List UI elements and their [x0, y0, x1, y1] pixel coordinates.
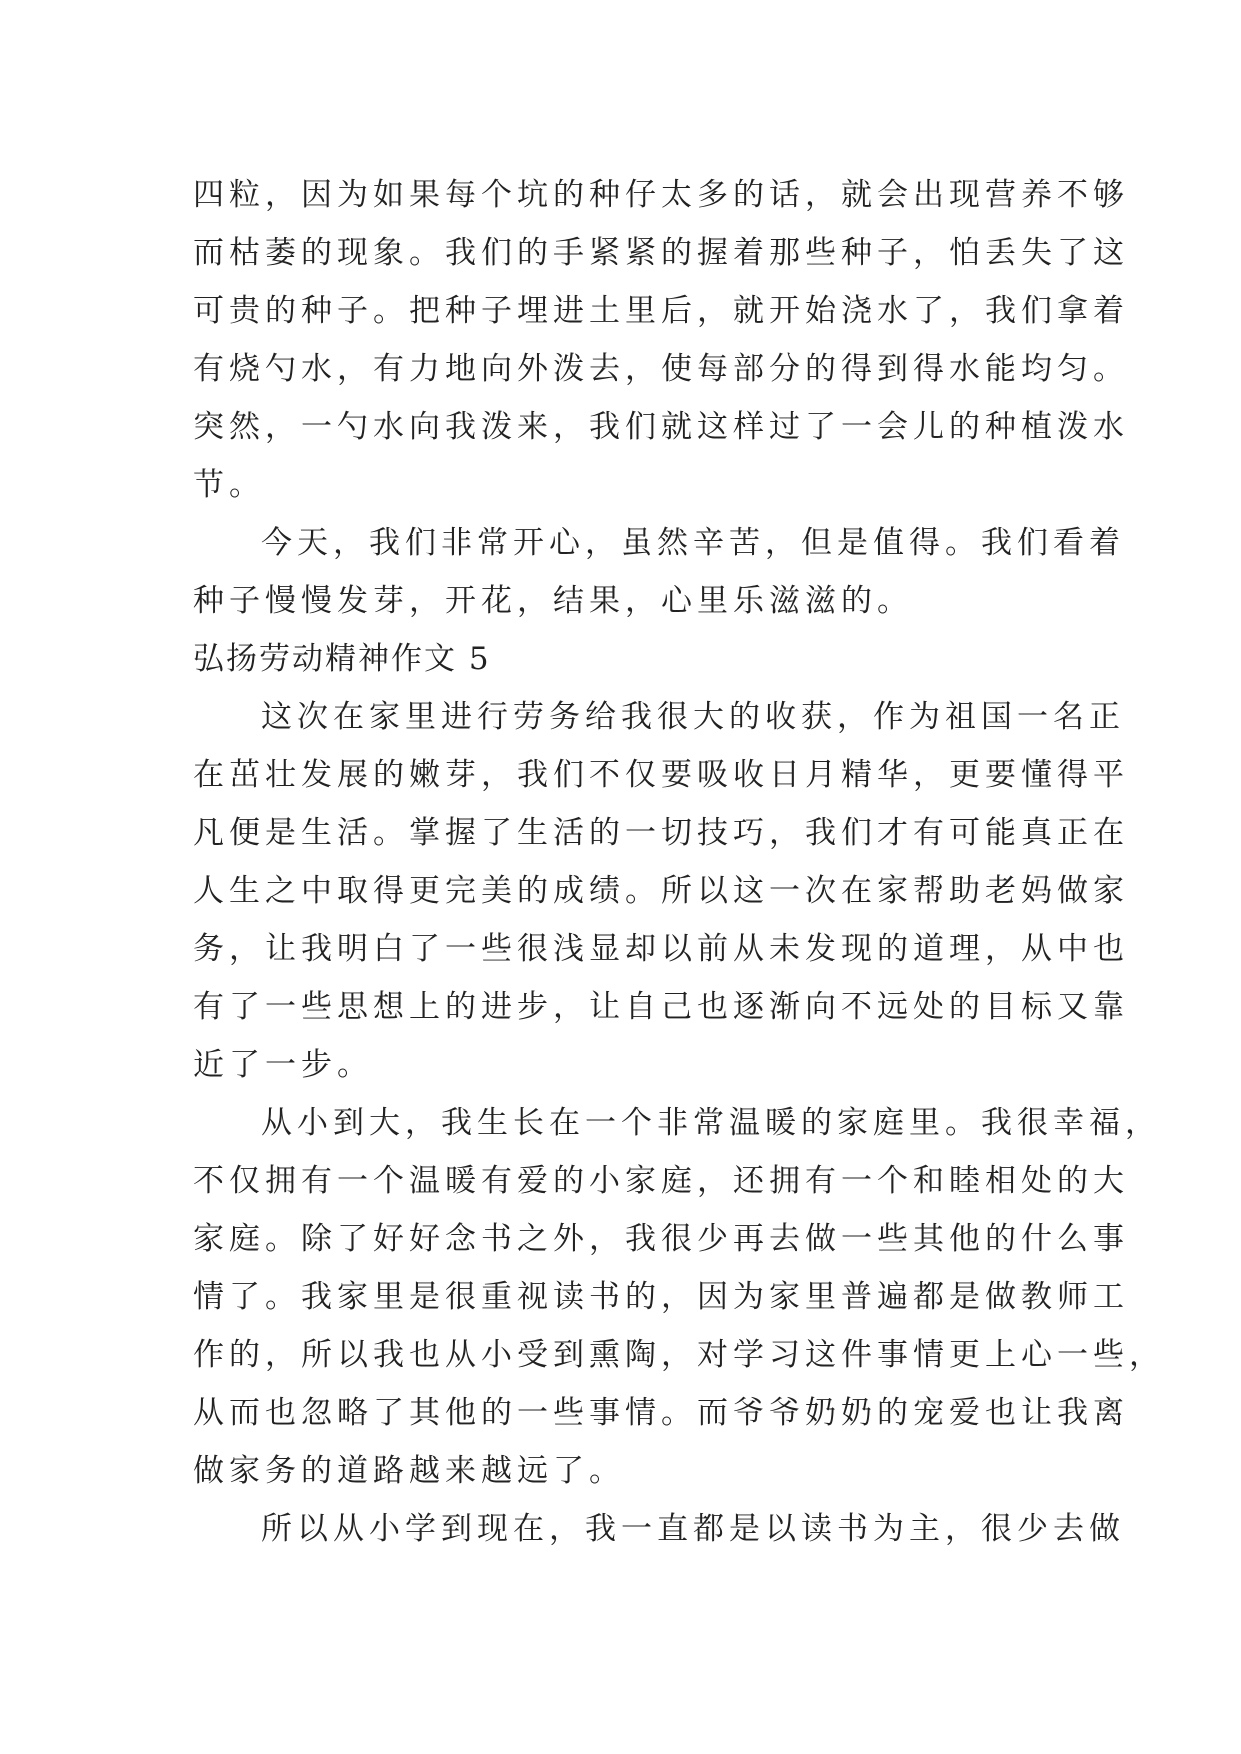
text-line: 而枯萎的现象。我们的手紧紧的握着那些种子，怕丢失了这 — [193, 235, 1129, 271]
text-line: 凡便是生活。掌握了生活的一切技巧，我们才有可能真正在 — [193, 815, 1129, 851]
document-page — [193, 166, 1165, 1558]
text-line: 做家务的道路越来越远了。 — [193, 1453, 625, 1489]
text-line: 所以从小学到现在，我一直都是以读书为主，很少去做 — [261, 1511, 1125, 1547]
text-line: 作的，所以我也从小受到熏陶，对学习这件事情更上心一些， — [193, 1337, 1165, 1373]
text-line: 可贵的种子。把种子埋进土里后，就开始浇水了，我们拿着 — [193, 293, 1129, 329]
text-line: 突然，一勺水向我泼来，我们就这样过了一会儿的种植泼水 — [193, 409, 1129, 445]
text-line: 人生之中取得更完美的成绩。所以这一次在家帮助老妈做家 — [193, 873, 1129, 909]
text-line: 有烧勺水，有力地向外泼去，使每部分的得到得水能均匀。 — [193, 351, 1129, 387]
text-line: 务，让我明白了一些很浅显却以前从未发现的道理，从中也 — [193, 931, 1129, 967]
text-line: 从小到大，我生长在一个非常温暖的家庭里。我很幸福， — [261, 1105, 1161, 1141]
text-line: 近了一步。 — [193, 1047, 373, 1083]
text-line: 不仅拥有一个温暖有爱的小家庭，还拥有一个和睦相处的大 — [193, 1163, 1129, 1199]
text-line: 今天，我们非常开心，虽然辛苦，但是值得。我们看着 — [261, 525, 1125, 561]
text-line: 节。 — [193, 467, 265, 503]
text-line: 种子慢慢发芽，开花，结果，心里乐滋滋的。 — [193, 583, 913, 619]
text-line: 这次在家里进行劳务给我很大的收获，作为祖国一名正 — [261, 699, 1125, 735]
section-heading: 弘扬劳动精神作文 5 — [193, 641, 491, 677]
text-line: 从而也忽略了其他的一些事情。而爷爷奶奶的宠爱也让我离 — [193, 1395, 1129, 1431]
text-line: 四粒，因为如果每个坑的种仔太多的话，就会出现营养不够 — [193, 177, 1129, 213]
text-line: 有了一些思想上的进步，让自己也逐渐向不远处的目标又靠 — [193, 989, 1129, 1025]
text-line: 在茁壮发展的嫩芽，我们不仅要吸收日月精华，更要懂得平 — [193, 757, 1129, 793]
text-line: 情了。我家里是很重视读书的，因为家里普遍都是做教师工 — [193, 1279, 1129, 1315]
text-line: 家庭。除了好好念书之外，我很少再去做一些其他的什么事 — [193, 1221, 1129, 1257]
